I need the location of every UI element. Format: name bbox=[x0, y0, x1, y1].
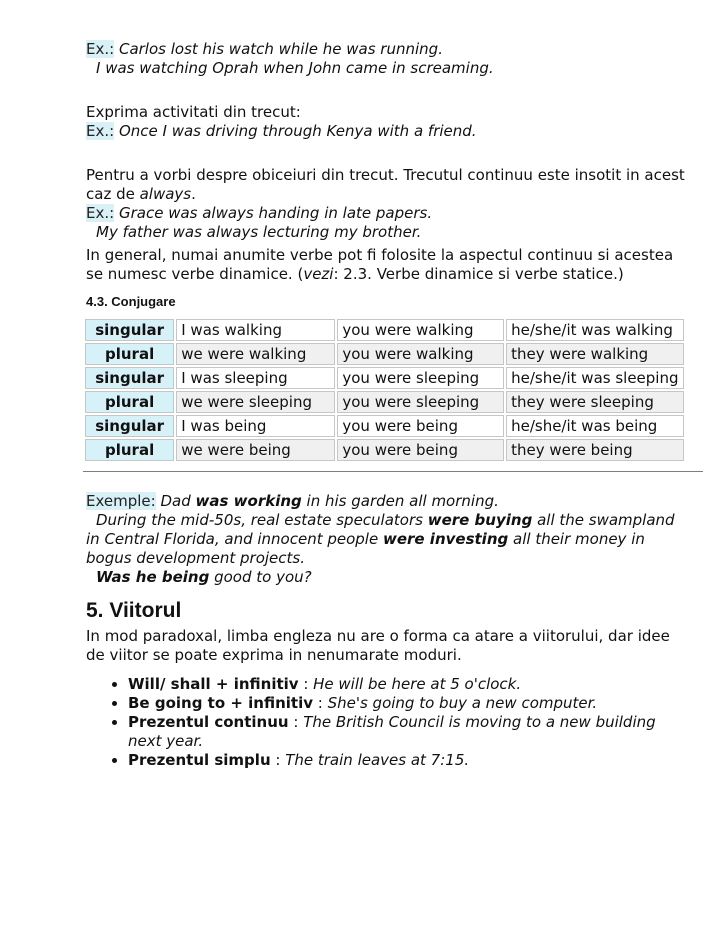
first-person-cell: I was walking bbox=[176, 319, 335, 341]
example-highlight: was working bbox=[195, 492, 302, 510]
second-person-cell: you were walking bbox=[337, 319, 504, 341]
number-cell: plural bbox=[85, 343, 174, 365]
list-item-example: She's going to buy a new computer. bbox=[327, 694, 598, 712]
example-sentence: My father was always lecturing my brother. bbox=[96, 223, 422, 241]
list-item-separator: : bbox=[298, 675, 314, 693]
document-page bbox=[86, 40, 686, 770]
paragraph-dynamic-verbs bbox=[86, 246, 686, 284]
third-person-cell: he/she/it was sleeping bbox=[506, 367, 684, 389]
conjugation-table bbox=[83, 317, 686, 463]
list-item-example: The train leaves at 7:15. bbox=[285, 751, 470, 769]
example-line bbox=[86, 59, 686, 78]
list-item-separator: : bbox=[313, 694, 328, 712]
first-person-cell: we were sleeping bbox=[176, 391, 335, 413]
third-person-cell: he/she/it was being bbox=[506, 415, 684, 437]
example-sentence: Grace was always handing in late papers. bbox=[118, 204, 433, 222]
number-cell: singular bbox=[85, 415, 174, 437]
first-person-cell: I was being bbox=[176, 415, 335, 437]
emphasized-word: vezi bbox=[303, 265, 334, 283]
future-intro: In mod paradoxal, limba engleza nu are o forma ca atare a viitorului, dar idee de viitor se poate exprima in nenumarate moduri. bbox=[86, 627, 670, 664]
example-label: Ex.: bbox=[86, 204, 115, 222]
example-block-2 bbox=[86, 122, 686, 141]
example-text: all the swampland in Central Florida, and innocent people bbox=[86, 511, 675, 548]
spacer bbox=[86, 78, 686, 97]
paragraph-past-activities: Exprima activitati din trecut: bbox=[86, 103, 301, 121]
example-line bbox=[86, 511, 686, 568]
first-person-cell: we were walking bbox=[176, 343, 335, 365]
list-item bbox=[128, 694, 686, 713]
example-sentence: Once I was driving through Kenya with a friend. bbox=[118, 122, 477, 140]
list-item-separator: : bbox=[270, 751, 286, 769]
example-line bbox=[86, 223, 686, 242]
example-sentence: Carlos lost his watch while he was running. bbox=[118, 40, 443, 58]
list-item-term: Prezentul continuu bbox=[128, 713, 289, 731]
emphasized-word: always bbox=[139, 185, 192, 203]
third-person-cell: they were sleeping bbox=[506, 391, 684, 413]
second-person-cell: you were being bbox=[337, 439, 504, 461]
spacer bbox=[86, 472, 686, 492]
third-person-cell: they were walking bbox=[506, 343, 684, 365]
second-person-cell: you were walking bbox=[337, 343, 504, 365]
example-highlight: Was he being bbox=[96, 568, 210, 586]
conjugation-heading: 4.3. Conjugare bbox=[86, 294, 176, 309]
list-item-term: Be going to + infinitiv bbox=[128, 694, 313, 712]
list-item-term: Prezentul simplu bbox=[128, 751, 271, 769]
paragraph-text: . bbox=[191, 185, 196, 203]
second-person-cell: you were being bbox=[337, 415, 504, 437]
list-item-term: Will/ shall + infinitiv bbox=[128, 675, 299, 693]
future-forms-list bbox=[86, 675, 686, 770]
example-label: Exemple: bbox=[86, 492, 156, 510]
paragraph-text: Pentru a vorbi despre obiceiuri din trecut. Trecutul continuu este insotit in acest caz de bbox=[86, 166, 685, 203]
table-row bbox=[85, 367, 684, 389]
conjugation-table-body bbox=[85, 319, 684, 461]
paragraph-past-habits bbox=[86, 166, 686, 204]
example-line bbox=[86, 568, 686, 587]
paragraph-text: : 2.3. Verbe dinamice si verbe statice.) bbox=[333, 265, 624, 283]
list-item-separator: : bbox=[288, 713, 304, 731]
example-text: all their money in bogus development projects. bbox=[86, 530, 645, 567]
example-block-1 bbox=[86, 40, 686, 59]
list-item-example: He will be here at 5 o'clock. bbox=[313, 675, 522, 693]
example-label: Ex.: bbox=[86, 122, 115, 140]
first-person-cell: I was sleeping bbox=[176, 367, 335, 389]
example-highlight: were investing bbox=[382, 530, 509, 548]
paragraph-text: In general, numai anumite verbe pot fi folosite la aspectul continuu si acestea se numesc verbe dinamice. ( bbox=[86, 246, 674, 283]
first-person-cell: we were being bbox=[176, 439, 335, 461]
list-item-example: The British Council is moving to a new building next year. bbox=[128, 713, 656, 750]
table-row bbox=[85, 391, 684, 413]
example-block-3 bbox=[86, 204, 686, 223]
example-sentence: I was watching Oprah when John came in screaming. bbox=[96, 59, 494, 77]
third-person-cell: he/she/it was walking bbox=[506, 319, 684, 341]
number-cell: singular bbox=[85, 319, 174, 341]
table-row bbox=[85, 319, 684, 341]
section-title: 5. Viitorul bbox=[86, 599, 182, 622]
example-text: Dad bbox=[160, 492, 196, 510]
number-cell: plural bbox=[85, 391, 174, 413]
example-wrap bbox=[86, 568, 312, 587]
example-text: During the mid-50s, real estate speculators bbox=[96, 511, 428, 529]
table-row bbox=[85, 343, 684, 365]
example-text: good to you? bbox=[209, 568, 312, 586]
examples-block bbox=[86, 492, 686, 511]
list-item bbox=[128, 751, 686, 770]
list-item bbox=[128, 713, 686, 751]
table-row bbox=[85, 439, 684, 461]
second-person-cell: you were sleeping bbox=[337, 367, 504, 389]
example-text: in his garden all morning. bbox=[301, 492, 499, 510]
number-cell: plural bbox=[85, 439, 174, 461]
number-cell: singular bbox=[85, 367, 174, 389]
third-person-cell: they were being bbox=[506, 439, 684, 461]
example-label: Ex.: bbox=[86, 40, 115, 58]
spacer bbox=[86, 141, 686, 160]
example-highlight: were buying bbox=[427, 511, 533, 529]
list-item bbox=[128, 675, 686, 694]
second-person-cell: you were sleeping bbox=[337, 391, 504, 413]
table-row bbox=[85, 415, 684, 437]
